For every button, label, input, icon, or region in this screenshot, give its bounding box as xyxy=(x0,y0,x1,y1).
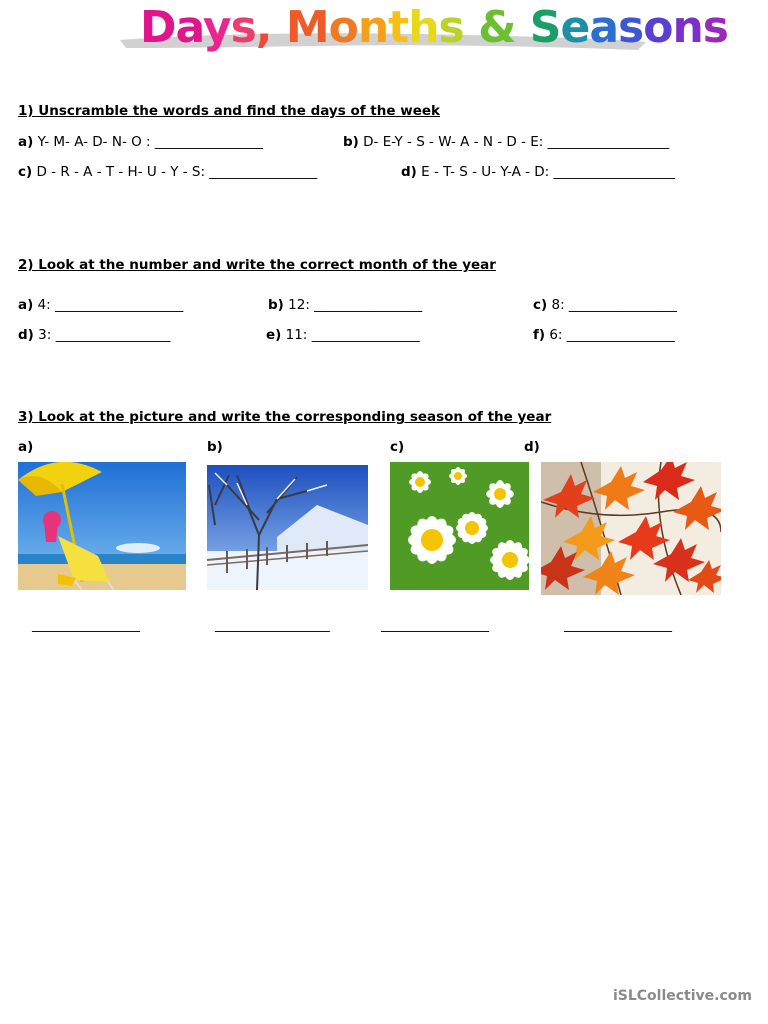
answer-blank-d: ________________ xyxy=(564,617,672,633)
q2-item-b: b) 12: ________________ xyxy=(268,297,423,313)
answer-blank-a: ________________ xyxy=(32,617,140,633)
title-letter: s xyxy=(618,2,644,53)
q2-item-f: f) 6: ________________ xyxy=(533,327,675,343)
q2-item-c: c) 8: ________________ xyxy=(533,297,677,313)
q1-item-b: b) D- E-Y - S - W- A - N - D - E: __________________ xyxy=(343,134,670,150)
q1-item-a: a) Y- M- A- D- N- O : ________________ xyxy=(18,134,263,150)
q3-label-d: d) xyxy=(524,439,540,455)
q3-label-a: a) xyxy=(18,439,34,455)
maple-leaves-autumn-photo xyxy=(541,462,721,595)
title-letter: h xyxy=(408,2,439,53)
title-letter: D xyxy=(140,2,176,53)
title-letter: s xyxy=(702,2,728,53)
title-letter: M xyxy=(285,2,329,53)
question-1-heading: 1) Unscramble the words and find the days of the week xyxy=(18,103,440,119)
q3-label-c: c) xyxy=(390,439,405,455)
title-letter: S xyxy=(529,2,561,53)
q1-item-d: d) E - T- S - U- Y-A - D: __________________ xyxy=(401,164,675,180)
answer-blank-b: _________________ xyxy=(215,617,330,633)
q2-item-a: a) 4: ___________________ xyxy=(18,297,184,313)
title-letter: s xyxy=(230,2,256,53)
title-letter: o xyxy=(643,2,673,53)
question-3-heading: 3) Look at the picture and write the corresponding season of the year xyxy=(18,409,552,425)
title-letter: o xyxy=(328,2,358,53)
title-letter: n xyxy=(357,2,389,53)
snowy-winter-photo xyxy=(207,465,368,590)
title-letter xyxy=(515,2,529,53)
title-letter: t xyxy=(388,2,409,53)
title-letter: n xyxy=(672,2,703,53)
title-letter: a xyxy=(589,2,619,53)
title-letter: y xyxy=(202,2,231,53)
title-letter: , xyxy=(255,2,272,53)
title-letter: & xyxy=(478,2,516,53)
title-letter: s xyxy=(438,2,464,53)
q1-item-c: c) D - R - A - T - H- U - Y - S: ________________ xyxy=(18,164,318,180)
title-letter: e xyxy=(560,2,590,53)
site-watermark: iSLCollective.com xyxy=(612,988,752,1004)
q3-label-b: b) xyxy=(207,439,223,455)
title-letter xyxy=(271,2,285,53)
question-2-heading: 2) Look at the number and write the correct month of the year xyxy=(18,257,496,273)
answer-blank-c: ________________ xyxy=(381,617,489,633)
title-letter xyxy=(464,2,478,53)
title-letter: a xyxy=(175,2,203,53)
beach-summer-photo xyxy=(18,462,186,590)
page-title xyxy=(140,2,728,53)
q2-item-e: e) 11: ________________ xyxy=(266,327,420,343)
q2-item-d: d) 3: _________________ xyxy=(18,327,171,343)
daisies-spring-photo xyxy=(390,462,529,590)
